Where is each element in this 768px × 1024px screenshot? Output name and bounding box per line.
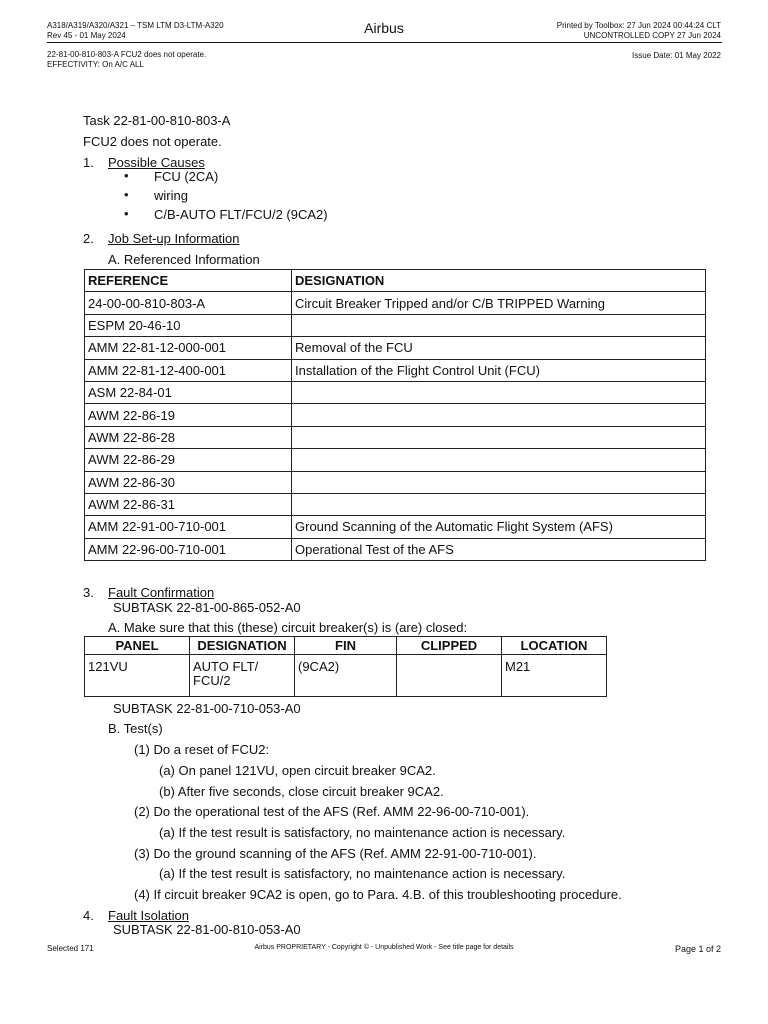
reference-cell: AMM 22-91-00-710-001 (85, 516, 292, 538)
test-step: (1) Do a reset of FCU2: (134, 742, 270, 757)
reference-cell: 24-00-00-810-803-A (85, 292, 292, 314)
table-row (85, 381, 706, 403)
circuit-breaker-table (84, 636, 607, 697)
task-ref: 22-81-00-810-803-A FCU2 does not operate. (47, 50, 207, 59)
table-row (85, 404, 706, 426)
header-divider (47, 42, 722, 43)
table-row (85, 538, 706, 560)
revision: Rev 45 - 01 May 2024 (47, 31, 126, 40)
table-row (85, 493, 706, 515)
table-row (85, 359, 706, 381)
task-subtitle: FCU2 does not operate. (83, 134, 222, 149)
subtask-label: SUBTASK 22-81-00-865-052-A0 (113, 600, 301, 615)
panel-cell: 121VU (85, 655, 190, 697)
column-header-reference: REFERENCE (85, 270, 292, 292)
test-substep: (a) On panel 121VU, open circuit breaker 9CA2. (159, 763, 436, 778)
step-a: A. Make sure that this (these) circuit breaker(s) is (are) closed: (108, 620, 468, 635)
cause-item: wiring (154, 188, 188, 203)
test-substep: (a) If the test result is satisfactory, no maintenance action is necessary. (159, 825, 566, 840)
reference-table (84, 269, 706, 561)
designation-cell: Circuit Breaker Tripped and/or C/B TRIPPED Warning (292, 292, 706, 314)
footer-proprietary: Airbus PROPRIETARY - Copyright © - Unpublished Work - See title page for details (254, 944, 514, 951)
printed-by: Printed by Toolbox: 27 Jun 2024 00:44:24 CLT (556, 21, 721, 30)
test-substep: (b) After five seconds, close circuit breaker 9CA2. (159, 784, 444, 799)
designation-cell (292, 449, 706, 471)
uncontrolled-copy: UNCONTROLLED COPY 27 Jun 2024 (583, 31, 721, 40)
table-row (85, 314, 706, 336)
table-row (85, 426, 706, 448)
table-row (85, 292, 706, 314)
reference-cell: AMM 22-81-12-400-001 (85, 359, 292, 381)
section-2-number: 2. (83, 231, 94, 246)
bullet: • (124, 187, 129, 202)
header-title: Airbus (364, 20, 404, 36)
reference-cell: AWM 22-86-29 (85, 449, 292, 471)
designation-cell (292, 314, 706, 336)
section-3-heading: Fault Confirmation (108, 585, 215, 600)
reference-cell: AWM 22-86-31 (85, 493, 292, 515)
effectivity: EFFECTIVITY: On A/C ALL (47, 60, 144, 69)
fin-cell: (9CA2) (295, 655, 397, 697)
page-number: Page 1 of 2 (674, 944, 721, 954)
column-header-panel: PANEL (85, 637, 190, 655)
location-cell: M21 (502, 655, 607, 697)
reference-cell: AWM 22-86-28 (85, 426, 292, 448)
table-row (85, 655, 607, 697)
cause-item: C/B-AUTO FLT/FCU/2 (9CA2) (154, 207, 328, 222)
reference-cell: AMM 22-81-12-000-001 (85, 337, 292, 359)
designation-cell (292, 493, 706, 515)
footer-selected: Selected 171 (47, 944, 94, 953)
task-title: Task 22-81-00-810-803-A (83, 113, 231, 128)
reference-cell: AWM 22-86-19 (85, 404, 292, 426)
section-1-heading: Possible Causes (108, 155, 205, 170)
column-header-location: LOCATION (502, 637, 607, 655)
subtask-label: SUBTASK 22-81-00-810-053-A0 (113, 922, 301, 937)
designation-cell: Ground Scanning of the Automatic Flight System (AFS) (292, 516, 706, 538)
cause-item: FCU (2CA) (154, 169, 219, 184)
table-row (85, 337, 706, 359)
designation-cell (292, 381, 706, 403)
designation-cell (292, 404, 706, 426)
section-4-number: 4. (83, 908, 94, 923)
section-3-number: 3. (83, 585, 94, 600)
table-row (85, 516, 706, 538)
designation-cell (190, 655, 295, 697)
test-step: (3) Do the ground scanning of the AFS (Ref. AMM 22-91-00-710-001). (134, 846, 537, 861)
designation-cell (292, 471, 706, 493)
clipped-cell (397, 655, 502, 697)
table-row (85, 471, 706, 493)
test-step: (4) If circuit breaker 9CA2 is open, go to Para. 4.B. of this troubleshooting procedure. (134, 887, 622, 902)
section-1-number: 1. (83, 155, 94, 170)
step-b: B. Test(s) (108, 721, 163, 736)
section-4-heading: Fault Isolation (108, 908, 189, 923)
doc-id: A318/A319/A320/A321 – TSM LTM D3-LTM-A320 (47, 21, 224, 30)
designation-cell (292, 426, 706, 448)
section-2-subheading: A. Referenced Information (108, 252, 260, 267)
test-substep: (a) If the test result is satisfactory, no maintenance action is necessary. (159, 866, 566, 881)
designation-line: FCU/2 (193, 673, 231, 688)
column-header-designation: DESIGNATION (292, 270, 706, 292)
table-row (85, 449, 706, 471)
reference-cell: AWM 22-86-30 (85, 471, 292, 493)
reference-cell: ASM 22-84-01 (85, 381, 292, 403)
column-header-clipped: CLIPPED (397, 637, 502, 655)
subtask-label: SUBTASK 22-81-00-710-053-A0 (113, 701, 301, 716)
column-header-designation: DESIGNATION (190, 637, 295, 655)
designation-cell: Installation of the Flight Control Unit (FCU) (292, 359, 706, 381)
section-2-heading: Job Set-up Information (108, 231, 240, 246)
designation-cell: Removal of the FCU (292, 337, 706, 359)
designation-cell: Operational Test of the AFS (292, 538, 706, 560)
issue-date: Issue Date: 01 May 2022 (632, 51, 721, 60)
bullet: • (124, 206, 129, 221)
bullet: • (124, 168, 129, 183)
designation-line: AUTO FLT/ (193, 659, 259, 674)
column-header-fin: FIN (295, 637, 397, 655)
table-header-row (85, 270, 706, 292)
reference-cell: ESPM 20-46-10 (85, 314, 292, 336)
test-step: (2) Do the operational test of the AFS (Ref. AMM 22-96-00-710-001). (134, 804, 530, 819)
table-header-row (85, 637, 607, 655)
reference-cell: AMM 22-96-00-710-001 (85, 538, 292, 560)
